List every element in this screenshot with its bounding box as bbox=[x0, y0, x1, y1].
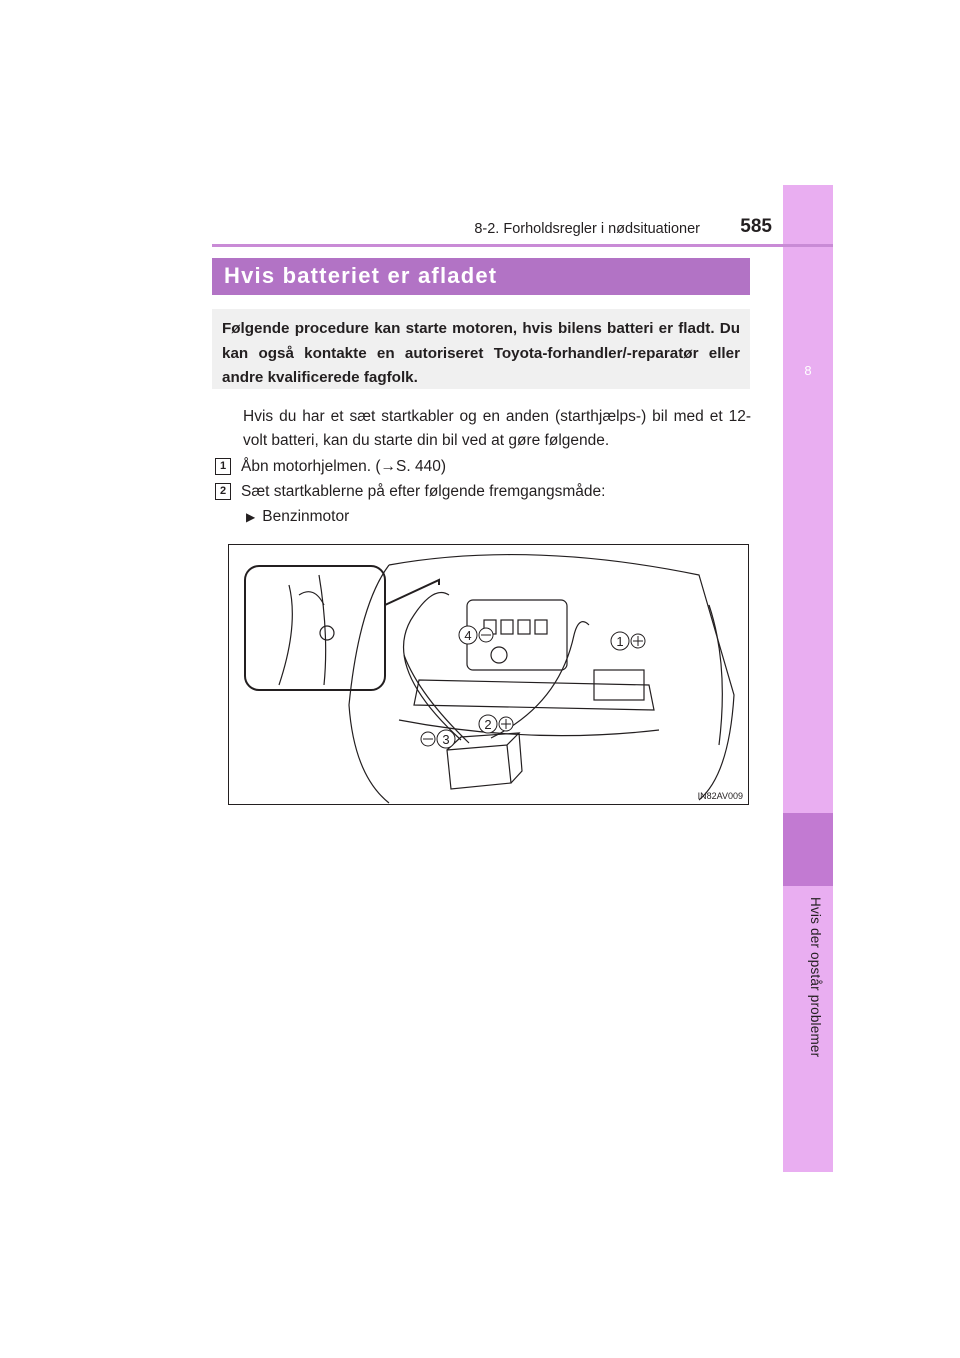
triangle-bullet-icon: ▶ bbox=[246, 510, 256, 524]
running-head: 8-2. Forholdsregler i nødsituationer bbox=[474, 221, 700, 237]
section-title-bar bbox=[212, 258, 750, 295]
step-text: Sæt startkablerne på efter følgende fremgangsmåde: bbox=[241, 483, 606, 500]
callout-4: 4 bbox=[464, 628, 472, 643]
step-text: Åbn motorhjelmen. (→S. 440) bbox=[241, 458, 447, 475]
step-1 bbox=[215, 458, 745, 476]
callout-2: 2 bbox=[484, 717, 492, 732]
chapter-title: Hvis der opstår problemer bbox=[808, 897, 823, 1058]
summary-text: Følgende procedure kan starte motoren, hvis bilens batteri er fladt. Du kan også kontakte en autoriseret Toyota-forhandler/-reparatør eller andre kvalificerede fagfolk. bbox=[222, 320, 740, 386]
step-2 bbox=[215, 483, 745, 501]
sub-item-engine-type bbox=[246, 508, 349, 526]
section-title: Hvis batteriet er afladet bbox=[224, 263, 498, 288]
page-number: 585 bbox=[740, 216, 772, 237]
chapter-side-tab bbox=[783, 185, 833, 1172]
step-number-badge: 2 bbox=[215, 483, 231, 500]
engine-bay-illustration bbox=[228, 544, 749, 805]
sub-item-label: Benzinmotor bbox=[262, 508, 350, 525]
jump-start-diagram bbox=[229, 545, 748, 804]
figure-code: IN82AV009 bbox=[697, 791, 743, 801]
callout-3: 3 bbox=[442, 732, 450, 747]
chapter-number: 8 bbox=[804, 363, 812, 378]
chapter-number-box bbox=[783, 813, 833, 886]
summary-box bbox=[212, 309, 750, 389]
step-number-badge: 1 bbox=[215, 458, 231, 475]
callout-1: 1 bbox=[616, 634, 624, 649]
header-divider bbox=[212, 244, 833, 247]
intro-paragraph: Hvis du har et sæt startkabler og en anden (starthjælps-) bil med et 12-volt batteri, kan du starte din bil ved at gøre følgende. bbox=[243, 408, 751, 449]
